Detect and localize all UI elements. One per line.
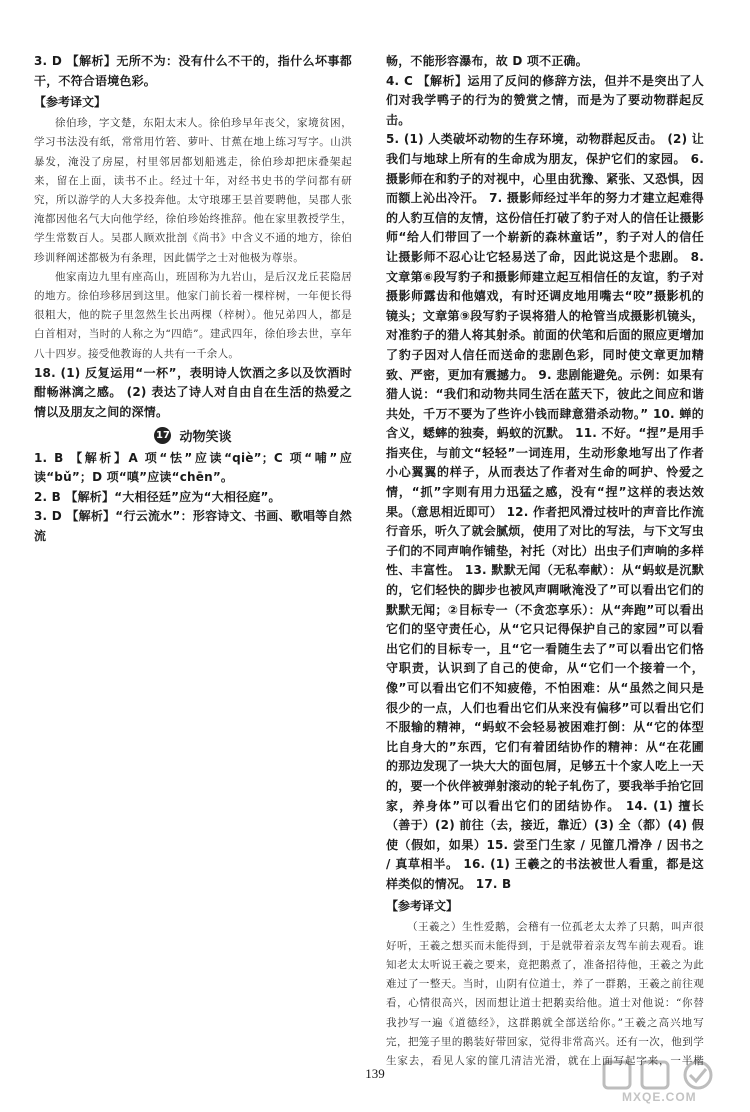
answer-paragraph: 3. D 【解析】“行云流水”：形容诗文、书画、歌唱等自然流 [34, 509, 352, 543]
left-column [34, 52, 352, 1072]
answer-paragraph: 5. (1) 人类破坏动物的生存环境，动物群起反击。 (2) 让我们与地球上所有的生命成为朋友，保护它们的家园。 6. 摄影师在和豹子的对视中，心里由犹豫、紧张、又恐惧，因而额上沁出冷汗。 7. 摄影师经过半年的努力才建立起难得的人豹互信的友情，这份信任打破了豹子对人的信任让摄影师“给人们带回了一个崭新的森林童话”，豹子对人的信任让摄影师不忍心让它轻易送了命，因此说这是个悲剧。 8. 文章第⑥段写豹子和摄影师建立起互相信任的友谊，豹子对摄影师露齿和他嬉戏，有时还调皮地用嘴去“咬”摄影机的镜头；文章第⑨段写豹子误将猎人的枪管当成摄影机镜头，对准豹子的猎人将其射杀。前面的伏笔和后面的照应更增加了豹子因对人信任而送命的悲剧色彩，同时使文章更加精致、严密，更加有震撼力。 9. 悲剧能避免。示例：如果有猎人说：“我们和动物共同生活在蓝天下，彼此之间应和谐共处，千万不要为了些许小钱而肆意猎杀动物。” 10. 蝉的含义，蟋蟀的独奏，蚂蚁的沉默。 11. 不好。“捏”是用手指夹住，与前文“轻轻”一词连用，生动形象地写出了作者小心翼翼的样子，从而表达了作者对生命的呵护、怜爱之情，“抓”字则有用力迅猛之感，没有“捏”这样的表达效果。（意思相近即可） 12. 作者把风滑过枝叶的声音比作流行音乐，听久了就会腻烦，使用了对比的写法，与下文写虫子们的不同声响作铺垫，衬托（对比）出虫子们声响的多样性、丰富性。 13. 默默无闻（无私奉献）：从“蚂蚁是沉默的，它们轻快的脚步也被风声啁啾淹没了”可以看出它们的默默无闻；②目标专一（不贪恋享乐）：从“奔跑”可以看出它们的坚守责任心，从“它只记得保护自己的家园”可以看出它们的目标专一，且“它一看随生去了”可以看出它们恪守职责，认识到了自己的使命，从“它们一个接着一个，像”可以看出它们不知疲倦，不怕困难：从“虽然之间只是很少的一点，人们也看出它们从来没有偏移”可以看出它们不服输的精神，“蚂蚁不会轻易被困难打倒：从“它的体型比自身大的”东西，它们有着团结协作的精神：从“在花圃的那边发现了一块大大的面包屑，足够五十个家人吃上一天的，要一个伙伴被弹射滚动的轮子轧伤了，要我举手抬它回家，养身体”可以看出它们的团结协作。 14. (1) 擅长（善于）(2) 前往（去，接近，靠近）(3) 全（都）(4) 假使（假如，如果）15. 尝至门生家 / 见篚几滑净 / 因书之 / 真草相半。 16. (1) 王羲之的书法被世人看重，都是这样类似的情况。 17. B [386, 132, 704, 891]
translation-block [34, 114, 352, 364]
answers-block-b [34, 364, 352, 423]
page-number: 139 [365, 1066, 385, 1081]
answer-paragraph: 畅，不能形容瀑布，故 D 项不正确。 [386, 54, 588, 68]
translation-paragraph: 他家南边九里有座高山，班固称为九岩山，是后汉龙丘苌隐居的地方。徐伯珍移居到这里。他家门前长着一棵梓树，一年便长得很粗大，他的院子里忽然生长出两棵（梓树）。他兄弟四人，都是白首相对，当时的人称之为“四皓”。建武四年，徐伯珍去世，享年八十四岁。接受他教诲的人共有一千余人。 [34, 270, 352, 360]
translation-block [386, 918, 704, 1072]
answer-paragraph: 1. B 【解析】A 项“怯”应读“qiè”；C 项“哺”应读“bǔ”；D 项“嗔”应读“chēn”。 [34, 450, 352, 485]
site-watermark [602, 1058, 742, 1106]
translation-paragraph: （王羲之）生性爱鹅，会稽有一位孤老太太养了只鹅，叫声很好听，王羲之想买而未能得到，于是就带着亲友驾车前去观看。谁知老太太听说王羲之要来，竟把鹅煮了，准备招待他，王羲之为此难过了一整天。当时，山阴有位道士，养了一群鹅，王羲之前往观看，心情很高兴，因而想让道士把鹅卖给他。道士对他说：“你替我抄写一遍《道德经》，这群鹅就全部送给你。”王羲之高兴地写完，把笼子里的鹅装好带回家，觉得非常高兴。还有一次，他到学生家去，看见人家的篚几清洁光滑，就在上面写起字来，一半楷 [386, 920, 704, 1067]
answer-paragraph: 18. (1) 反复运用“一杯”，表明诗人饮酒之多以及饮酒时酣畅淋漓之感。 (2) 表达了诗人对自由自在生活的热爱之情以及朋友之间的深情。 [34, 365, 352, 420]
answer-paragraph: 3. D 【解析】无所不为：没有什么不干的，指什么坏事都干，不符合语境色彩。 [34, 54, 352, 88]
section-heading [34, 425, 352, 447]
answers-block-c [34, 449, 352, 547]
right-column [386, 52, 704, 1072]
translation-header: 【参考译文】 [34, 95, 107, 110]
answers-block-a [34, 52, 352, 91]
section-title: 动物笑谈 [179, 430, 232, 446]
translation-header: 【参考译文】 [386, 898, 459, 913]
answers-block [386, 52, 704, 895]
watermark-logo-icon [602, 1058, 742, 1092]
answer-paragraph: 2. B 【解析】“大相径廷”应为“大相径庭”。 [34, 489, 281, 504]
watermark-url: MXQE.COM [622, 1090, 697, 1104]
answer-paragraph: 4. C 【解析】运用了反问的修辞方法，但并不是突出了人们对我学鸭子的行为的赞赏之情，而是为了要动物群起反击。 [386, 73, 704, 127]
translation-paragraph: 徐伯珍，字文楚，东阳太末人。徐伯珍早年丧父，家境贫困，学习书法没有纸，常常用竹箬、萝叶、甘蕉在地上练习写字。山洪暴发，淹没了房屋，村里邻居都划船逃走，徐伯珍却把床叠架起来，留在上面，读书不止。经过十年，对经书史书的学问都有研究，所以游学的人大多投奔他。太守琅琊王昙首要聘他，吴郡人张淹都因他名气大向他学经，徐伯珍始终推辞。他在家里教授学生，学生常数百人。吴郡人顾欢批剖《尚书》中含义不通的地方，徐伯珍训释阐述都极为有条理，因此儒学之士对他极为尊崇。 [34, 117, 352, 264]
section-number-badge: 17 [154, 427, 171, 444]
